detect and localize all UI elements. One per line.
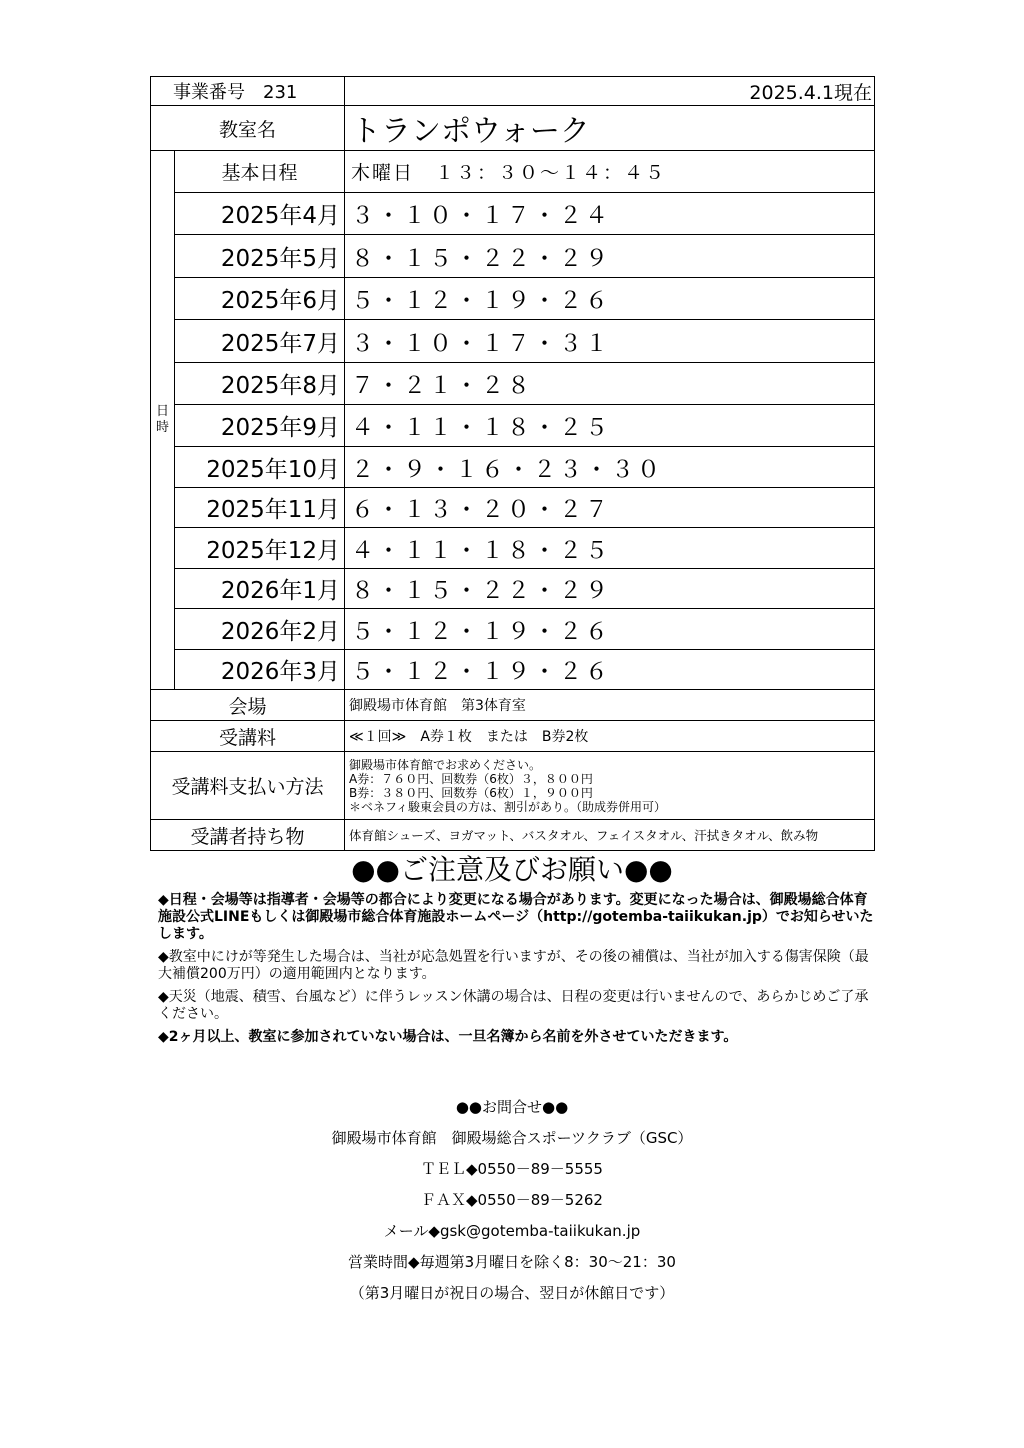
contact-org: 御殿場市体育館 御殿場総合スポーツクラブ（GSC）	[331, 1129, 693, 1147]
schedule-row	[151, 363, 875, 405]
venue-value: 御殿場市体育館 第3体育室	[345, 690, 875, 721]
contact-title: ●●お問合せ●●	[455, 1098, 569, 1116]
schedule-row	[151, 405, 875, 447]
basic-schedule-value: 木曜日 １３：３０～１４：４５	[345, 151, 875, 193]
contact-block	[150, 1092, 874, 1309]
schedule-days: ６・１３・２０・２７	[345, 488, 875, 528]
schedule-row	[151, 278, 875, 320]
header-row	[151, 77, 875, 106]
schedule-month: 2026年1月	[175, 569, 345, 609]
schedule-row	[151, 193, 875, 235]
schedule-month: 2025年8月	[175, 363, 345, 405]
schedule-month: 2025年12月	[175, 528, 345, 569]
class-name-row	[151, 106, 875, 151]
payment-row	[151, 752, 875, 820]
as-of-date: 2025.4.1現在	[345, 77, 875, 106]
fee-row	[151, 721, 875, 752]
payment-line: A券：７６０円、回数券（6枚）３，８００円	[349, 771, 593, 786]
schedule-days: ８・１５・２２・２９	[345, 569, 875, 609]
belongings-value: 体育館シューズ、ヨガマット、バスタオル、フェイスタオル、汗拭きタオル、飲み物	[345, 820, 875, 851]
contact-tel: ＴＥＬ◆0550－89－5555	[421, 1160, 603, 1178]
payment-details	[345, 752, 875, 820]
schedule-days: ２・９・１６・２３・３０	[345, 447, 875, 488]
schedule-row	[151, 320, 875, 363]
notice-item: ◆2ヶ月以上、教室に参加されていない場合は、一旦名簿から名前を外させていただきます。	[158, 1029, 738, 1045]
payment-line: 御殿場市体育館でお求めください。	[349, 757, 542, 772]
schedule-row	[151, 488, 875, 528]
payment-line: ＊ベネフィ駿東会員の方は、割引があり。（助成券併用可）	[349, 799, 667, 814]
schedule-month: 2025年5月	[175, 235, 345, 278]
schedule-month: 2025年4月	[175, 193, 345, 235]
schedule-month: 2025年7月	[175, 320, 345, 363]
contact-hours: 営業時間◆毎週第3月曜日を除く8：30～21：30	[348, 1253, 676, 1271]
notice-item: ◆日程・会場等は指導者・会場等の都合により変更になる場合があります。変更になった場合は、御殿場総合体育施設公式LINEもしくは御殿場市総合体育施設ホームページ（http://gotemba-taiikukan.jp）でお知らせいたします。	[158, 892, 874, 942]
payment-label: 受講料支払い方法	[151, 752, 345, 820]
course-sheet	[150, 76, 874, 851]
payment-line: B券：３８０円、回数券（6枚）１，９００円	[349, 785, 593, 800]
belongings-label: 受講者持ち物	[151, 820, 345, 851]
schedule-days: ８・１５・２２・２９	[345, 235, 875, 278]
belongings-row	[151, 820, 875, 851]
schedule-month: 2025年11月	[175, 488, 345, 528]
schedule-row	[151, 650, 875, 690]
notice-item: ◆教室中にけが等発生した場合は、当社が応急処置を行いますが、その後の補償は、当社が加入する傷害保険（最大補償200万円）の適用範囲内となります。	[158, 949, 869, 982]
schedule-month: 2026年3月	[175, 650, 345, 690]
schedule-row	[151, 569, 875, 609]
schedule-days: ５・１２・１９・２６	[345, 650, 875, 690]
schedule-row	[151, 609, 875, 650]
fee-label: 受講料	[151, 721, 345, 752]
schedule-days: ４・１１・１８・２５	[345, 528, 875, 569]
schedule-month: 2025年6月	[175, 278, 345, 320]
business-number: 事業番号 231	[151, 77, 345, 106]
contact-fax: ＦＡＸ◆0550－89－5262	[421, 1191, 603, 1209]
schedule-row	[151, 447, 875, 488]
schedule-days: ７・２１・２８	[345, 363, 875, 405]
schedule-days: ５・１２・１９・２６	[345, 278, 875, 320]
basic-schedule-row	[151, 151, 875, 193]
contact-mail: メール◆gsk@gotemba-taiikukan.jp	[383, 1222, 641, 1240]
schedule-row	[151, 235, 875, 278]
fee-value: ≪１回≫ A券１枚 または B券2枚	[345, 721, 875, 752]
schedule-month: 2025年10月	[175, 447, 345, 488]
schedule-month: 2025年9月	[175, 405, 345, 447]
schedule-month: 2026年2月	[175, 609, 345, 650]
course-table	[150, 76, 875, 851]
contact-holiday: （第3月曜日が祝日の場合、翌日が休館日です）	[349, 1284, 675, 1302]
basic-schedule-label: 基本日程	[175, 151, 345, 193]
schedule-row	[151, 528, 875, 569]
notice-list	[158, 892, 874, 1052]
venue-row	[151, 690, 875, 721]
datetime-side-label: 日時	[151, 151, 175, 690]
notice-title: ●●ご注意及びお願い●●	[351, 853, 673, 886]
schedule-days: ３・１０・１７・２４	[345, 193, 875, 235]
schedule-days: ４・１１・１８・２５	[345, 405, 875, 447]
schedule-days: ５・１２・１９・２６	[345, 609, 875, 650]
class-name: トランポウォーク	[345, 106, 875, 151]
venue-label: 会場	[151, 690, 345, 721]
schedule-days: ３・１０・１７・３１	[345, 320, 875, 363]
class-name-label: 教室名	[151, 106, 345, 151]
notice-item: ◆天災（地震、積雪、台風など）に伴うレッスン休講の場合は、日程の変更は行いませんので、あらかじめご了承ください。	[158, 989, 869, 1022]
